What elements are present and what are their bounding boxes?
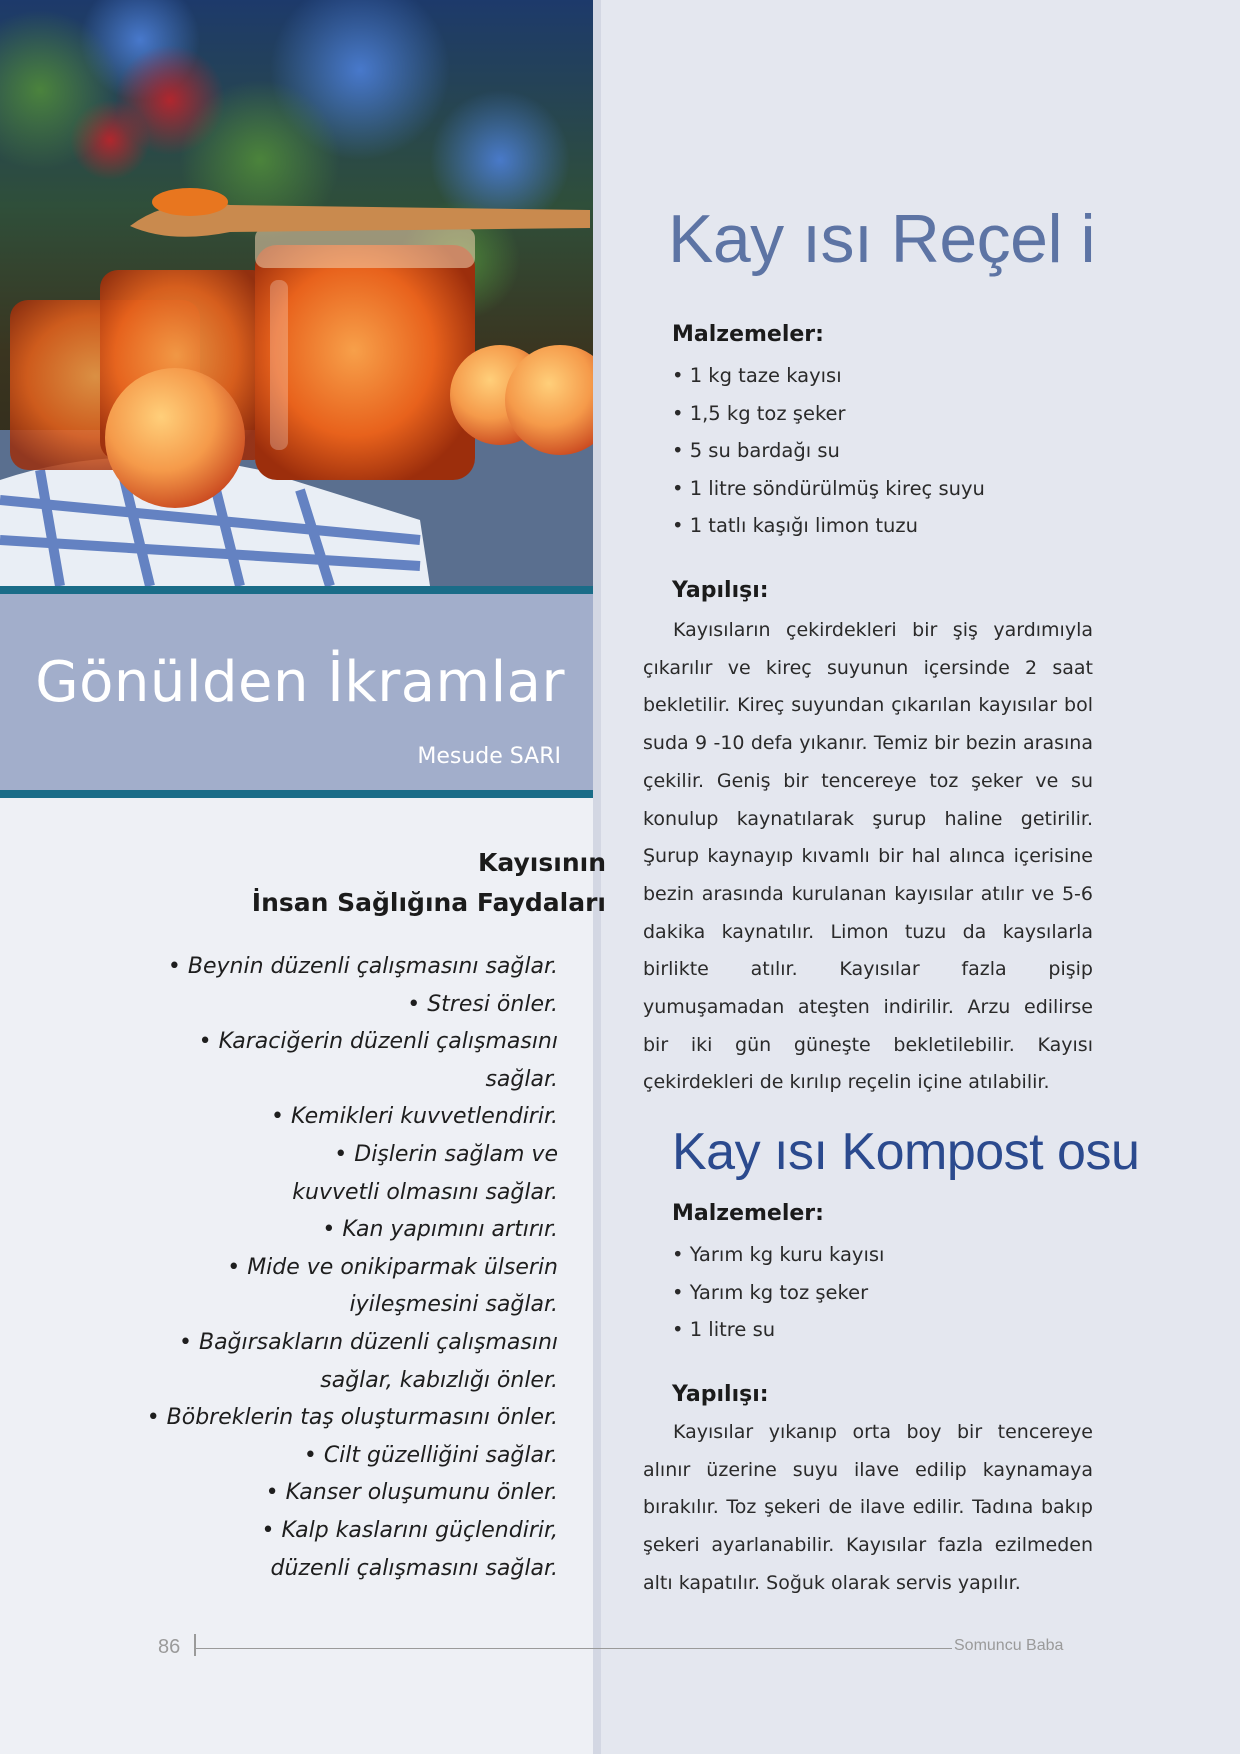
ingredient-item: • 1 litre su bbox=[672, 1311, 884, 1349]
benefit-line: • Kan yapımını artırır. bbox=[322, 1217, 558, 1243]
benefit-line: • Beynin düzenli çalışmasını sağlar. bbox=[167, 954, 558, 979]
benefit-line: düzenli çalışmasını sağlar. bbox=[270, 1555, 558, 1581]
magazine-name: Somuncu Baba bbox=[954, 1637, 1064, 1654]
method-paragraph: Kayısıların çekirdekleri bir şiş yardımıyla çıkarılır ve kireç suyunun içersinde 2 saat bekletilir. Kireç suyundan çıkarılan kayısılar bol suda 9 -10 defa yıkanır. Temiz bir bezin arasına çekilir. Geniş bir tencereye toz şeker ve su konulup kaynatılarak şurup haline getirilir. Şurup kaynayıp kıvamlı bir hal alınca içerisine bezin arasında kurulanan kayısılar atılır ve 5-6 dakika kaynatılır. Limon tuzu da kaysılarla birlikte atılır. Kayısılar fazla pişip yumuşamadan ateşten indirilir. Arzu edilirse bir iki gün güneşte bekletilebilir. Kayısı çekirdekleri de kırılıp reçelin içine atılabilir. bbox=[643, 619, 1093, 1094]
benefit-line: • Kemikleri kuvvetlendirir. bbox=[271, 1104, 558, 1130]
footer-divider bbox=[194, 1634, 196, 1656]
benefit-line: kuvvetli olmasını sağlar. bbox=[292, 1179, 558, 1205]
ingredient-item: • 1,5 kg toz şeker bbox=[672, 395, 985, 433]
author-name: Mesude SARI bbox=[417, 744, 561, 769]
ingredients-list bbox=[672, 357, 985, 545]
page-number: 86 bbox=[158, 1636, 181, 1658]
benefits-list bbox=[100, 948, 558, 1587]
method-paragraph: Kayısılar yıkanıp orta boy bir tencereye alınır üzerine suyu ilave edilip kaynamaya bırakılır. Toz şekeri de ilave edilir. Tadına bakıp şekeri ayarlanabilir. Kayısılar fazla ezilmeden altı kapatılır. Soğuk olarak servis yapılır. bbox=[643, 1421, 1093, 1594]
benefit-line: • Kalp kaslarını güçlendirir, bbox=[261, 1517, 558, 1543]
benefit-line: • Karaciğerin düzenli çalışmasını bbox=[198, 1029, 558, 1055]
section-title: Gönülden İkramlar bbox=[35, 650, 565, 715]
benefit-line: • Böbreklerin taş oluşturmasını önler. bbox=[146, 1405, 558, 1431]
ingredient-item: • Yarım kg kuru kayısı bbox=[672, 1236, 884, 1274]
ingredient-item: • 1 kg taze kayısı bbox=[672, 357, 985, 395]
benefit-line: • Bağırsakların düzenli çalışmasını bbox=[179, 1329, 558, 1355]
ingredient-item: • 1 tatlı kaşığı limon tuzu bbox=[672, 507, 985, 545]
ingredient-item: • 1 litre söndürülmüş kireç suyu bbox=[672, 470, 985, 508]
benefit-line: • Cilt güzelliğini sağlar. bbox=[303, 1442, 558, 1468]
benefits-heading bbox=[206, 843, 606, 923]
recipe-title-jam: Kay ısı Reçel i bbox=[668, 201, 1096, 277]
benefit-line: • Dişlerin sağlam ve bbox=[334, 1141, 558, 1167]
ingredients-heading: Malzemeler: bbox=[672, 322, 824, 347]
recipe-title-compote: Kay ısı Kompost osu bbox=[672, 1123, 1140, 1181]
apricot-jam-photo bbox=[0, 0, 593, 586]
ingredient-item: • Yarım kg toz şeker bbox=[672, 1274, 884, 1312]
footer-rule bbox=[196, 1648, 952, 1649]
benefits-heading-line-2: İnsan Sağlığına Faydaları bbox=[251, 888, 606, 917]
benefit-line: • Stresi önler. bbox=[407, 991, 558, 1017]
ingredient-item: • 5 su bardağı su bbox=[672, 432, 985, 470]
benefit-line: iyileşmesini sağlar. bbox=[349, 1292, 558, 1318]
benefit-line: sağlar, kabızlığı önler. bbox=[320, 1367, 558, 1393]
method-heading: Yapılışı: bbox=[672, 1382, 769, 1407]
section-title-band bbox=[0, 586, 593, 798]
ingredients-heading: Malzemeler: bbox=[672, 1201, 824, 1226]
benefit-line: • Mide ve onikiparmak ülserin bbox=[227, 1254, 558, 1280]
ingredients-list bbox=[672, 1236, 884, 1349]
method-heading: Yapılışı: bbox=[672, 578, 769, 603]
benefit-line: • Kanser oluşumunu önler. bbox=[265, 1480, 558, 1506]
benefits-heading-line-1: Kayısının bbox=[478, 848, 606, 877]
benefit-line: sağlar. bbox=[485, 1066, 558, 1092]
